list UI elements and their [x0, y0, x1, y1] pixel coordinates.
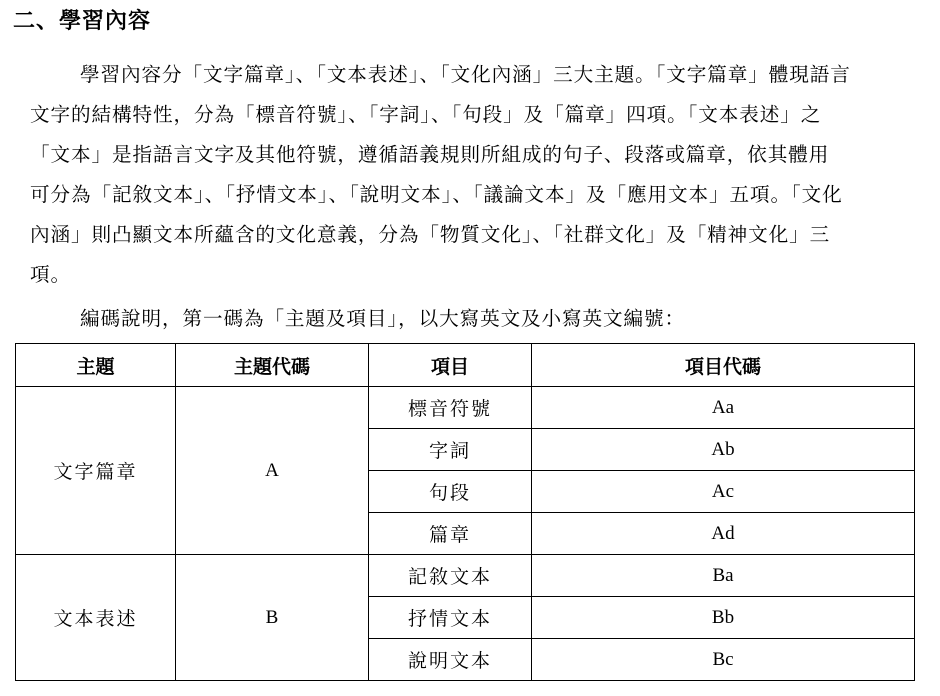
item-code-cell: Ba [532, 555, 915, 597]
coding-note: 編碼說明，第一碼為「主題及項目」，以大寫英文及小寫英文編號： [80, 307, 686, 330]
item-code-cell: Ac [532, 471, 915, 513]
theme-code-cell: A [176, 387, 369, 555]
section-title: 二、學習內容 [13, 9, 152, 34]
header-item: 項目 [369, 344, 532, 387]
item-code-cell: Ab [532, 429, 915, 471]
paragraph-line: 學習內容分「文字篇章」、「文本表述」、「文化內涵」三大主題。「文字篇章」體現語言 [80, 63, 851, 86]
item-cell: 抒情文本 [369, 597, 532, 639]
item-code-cell: Aa [532, 387, 915, 429]
header-item-code: 項目代碼 [532, 344, 915, 387]
theme-cell: 文字篇章 [16, 387, 176, 555]
item-cell: 字詞 [369, 429, 532, 471]
paragraph-line: 項。 [30, 263, 71, 286]
theme-cell: 文本表述 [16, 555, 176, 681]
item-cell: 說明文本 [369, 639, 532, 681]
paragraph-line: 內涵」則凸顯文本所蘊含的文化意義，分為「物質文化」、「社群文化」及「精神文化」三 [30, 223, 831, 246]
item-code-cell: Bb [532, 597, 915, 639]
paragraph-line: 文字的結構特性，分為「標音符號」、「字詞」、「句段」及「篇章」四項。「文本表述」之 [30, 103, 822, 126]
item-cell: 記敘文本 [369, 555, 532, 597]
header-theme: 主題 [16, 344, 176, 387]
theme-code-cell: B [176, 555, 369, 681]
item-code-cell: Ad [532, 513, 915, 555]
item-cell: 標音符號 [369, 387, 532, 429]
paragraph-line: 可分為「記敘文本」、「抒情文本」、「說明文本」、「議論文本」及「應用文本」五項。「文化 [30, 183, 843, 206]
paragraph-line: 「文本」是指語言文字及其他符號，遵循語義規則所組成的句子、段落或篇章，依其體用 [30, 143, 830, 166]
item-cell: 句段 [369, 471, 532, 513]
table-header-row [16, 344, 915, 387]
item-cell: 篇章 [369, 513, 532, 555]
header-theme-code: 主題代碼 [176, 344, 369, 387]
item-code-cell: Bc [532, 639, 915, 681]
learning-content-code-table [15, 343, 915, 681]
table-row [16, 387, 915, 429]
table-row [16, 555, 915, 597]
